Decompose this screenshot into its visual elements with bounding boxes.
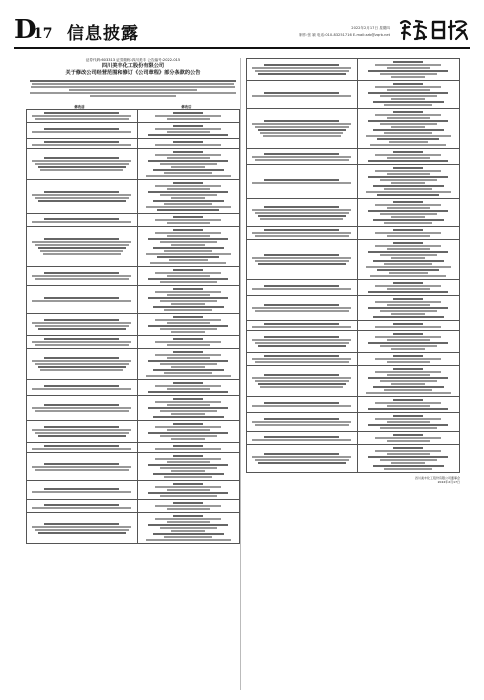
column-left bbox=[26, 58, 241, 690]
table-row bbox=[27, 500, 240, 513]
table-row bbox=[27, 149, 240, 180]
article-intro-text bbox=[26, 79, 240, 103]
table-row bbox=[247, 296, 460, 321]
cell-before bbox=[27, 500, 138, 513]
cell-before bbox=[27, 396, 138, 421]
table-row bbox=[247, 149, 460, 165]
cell-after bbox=[357, 109, 460, 149]
cell-after bbox=[137, 180, 240, 214]
article-company: 四川美丰化工股份有限公司 bbox=[101, 63, 165, 69]
col-after-label: 修改后 bbox=[181, 105, 192, 109]
table-row bbox=[27, 453, 240, 481]
cell-after bbox=[137, 139, 240, 149]
table-header bbox=[26, 105, 240, 109]
cell-before bbox=[247, 445, 358, 473]
cell-after bbox=[137, 500, 240, 513]
cell-before bbox=[247, 240, 358, 280]
article-header-line: 证券代码:603313 证券简称:四川美丰 公告编号:2022-015 bbox=[85, 58, 181, 62]
table-row bbox=[247, 321, 460, 331]
cell-after bbox=[137, 227, 240, 267]
cell-before bbox=[247, 165, 358, 199]
editor-line: 制作:张 颖 电话:010-83251716 E-mail:zzb@zqrb.net bbox=[299, 33, 390, 37]
section-title: 信息披露 bbox=[67, 24, 139, 44]
cell-before bbox=[247, 59, 358, 81]
cell-after bbox=[357, 331, 460, 353]
cell-after bbox=[357, 165, 460, 199]
table-row bbox=[27, 421, 240, 443]
table-row bbox=[247, 81, 460, 109]
table-row bbox=[247, 397, 460, 413]
table-row bbox=[247, 165, 460, 199]
cell-before bbox=[27, 380, 138, 396]
cell-after bbox=[137, 453, 240, 481]
cell-before bbox=[247, 296, 358, 321]
cell-after bbox=[137, 110, 240, 123]
cell-before bbox=[27, 139, 138, 149]
cell-before bbox=[27, 214, 138, 227]
cell-after bbox=[137, 149, 240, 180]
table-row bbox=[27, 396, 240, 421]
table-row bbox=[247, 240, 460, 280]
cell-after bbox=[357, 280, 460, 296]
cell-after bbox=[137, 421, 240, 443]
table-row bbox=[247, 109, 460, 149]
cell-after bbox=[357, 296, 460, 321]
table-row bbox=[27, 267, 240, 286]
table-row bbox=[27, 314, 240, 336]
cell-after bbox=[137, 314, 240, 336]
cell-before bbox=[247, 321, 358, 331]
cell-before bbox=[27, 453, 138, 481]
cell-before bbox=[27, 314, 138, 336]
cell-after bbox=[357, 227, 460, 240]
cell-after bbox=[137, 396, 240, 421]
cell-before bbox=[27, 421, 138, 443]
cell-after bbox=[137, 336, 240, 349]
col-before-label: 修改前 bbox=[74, 105, 85, 109]
signoff-company: 四川美丰化工股份有限公司董事会 bbox=[414, 476, 460, 480]
cell-before bbox=[247, 149, 358, 165]
cell-before bbox=[247, 280, 358, 296]
cell-before bbox=[27, 443, 138, 453]
signoff bbox=[246, 476, 460, 484]
cell-after bbox=[137, 380, 240, 396]
cell-after bbox=[137, 286, 240, 314]
cell-after bbox=[357, 240, 460, 280]
article-title: 关于修改公司经营范围和修订《公司章程》部分条款的公告 bbox=[65, 70, 201, 76]
cell-before bbox=[27, 513, 138, 544]
cell-after bbox=[137, 443, 240, 453]
table-row bbox=[27, 139, 240, 149]
table-row bbox=[27, 481, 240, 500]
page-number: 17 bbox=[33, 26, 53, 42]
cell-after bbox=[357, 413, 460, 432]
cell-before bbox=[27, 123, 138, 139]
cell-before bbox=[27, 227, 138, 267]
cell-after bbox=[357, 445, 460, 473]
cell-before bbox=[27, 481, 138, 500]
table-row bbox=[27, 214, 240, 227]
newspaper-logo bbox=[398, 15, 470, 43]
table-row bbox=[247, 331, 460, 353]
cell-before bbox=[247, 81, 358, 109]
signoff-date: 2022年2月17日 bbox=[437, 480, 460, 484]
cell-before bbox=[247, 366, 358, 397]
cell-after bbox=[357, 321, 460, 331]
cell-after bbox=[357, 199, 460, 227]
masthead bbox=[14, 14, 470, 48]
cell-before bbox=[247, 199, 358, 227]
table-row bbox=[247, 432, 460, 445]
table-row bbox=[27, 110, 240, 123]
table-row bbox=[27, 227, 240, 267]
comparison-table-right bbox=[246, 58, 460, 473]
column-right bbox=[246, 58, 460, 690]
cell-after bbox=[357, 353, 460, 366]
table-row bbox=[27, 286, 240, 314]
cell-after bbox=[357, 81, 460, 109]
cell-before bbox=[247, 353, 358, 366]
cell-after bbox=[357, 59, 460, 81]
cell-after bbox=[357, 366, 460, 397]
cell-before bbox=[27, 349, 138, 380]
cell-before bbox=[247, 432, 358, 445]
date-line: 2022年2月17日 星期四 bbox=[351, 26, 390, 30]
cell-before bbox=[27, 149, 138, 180]
table-row bbox=[27, 123, 240, 139]
cell-before bbox=[27, 180, 138, 214]
cell-after bbox=[357, 432, 460, 445]
cell-before bbox=[247, 397, 358, 413]
cell-after bbox=[137, 214, 240, 227]
cell-before bbox=[27, 286, 138, 314]
cell-after bbox=[357, 149, 460, 165]
page-letter: D bbox=[14, 15, 37, 45]
table-row bbox=[27, 443, 240, 453]
cell-before bbox=[247, 227, 358, 240]
table-row bbox=[27, 336, 240, 349]
table-row bbox=[247, 366, 460, 397]
masthead-rule bbox=[14, 47, 470, 49]
cell-before bbox=[247, 413, 358, 432]
table-row bbox=[27, 349, 240, 380]
cell-before bbox=[247, 109, 358, 149]
cell-before bbox=[27, 336, 138, 349]
cell-after bbox=[357, 397, 460, 413]
cell-after bbox=[137, 481, 240, 500]
table-row bbox=[27, 380, 240, 396]
table-row bbox=[247, 199, 460, 227]
cell-after bbox=[137, 123, 240, 139]
cell-after bbox=[137, 267, 240, 286]
cell-after bbox=[137, 513, 240, 544]
cell-before bbox=[27, 110, 138, 123]
table-row bbox=[27, 180, 240, 214]
table-row bbox=[247, 59, 460, 81]
table-row bbox=[247, 445, 460, 473]
table-row bbox=[247, 227, 460, 240]
cell-after bbox=[137, 349, 240, 380]
cell-before bbox=[247, 331, 358, 353]
comparison-table-left bbox=[26, 109, 240, 544]
table-row bbox=[247, 413, 460, 432]
table-row bbox=[247, 280, 460, 296]
cell-before bbox=[27, 267, 138, 286]
table-row bbox=[27, 513, 240, 544]
table-row bbox=[247, 353, 460, 366]
